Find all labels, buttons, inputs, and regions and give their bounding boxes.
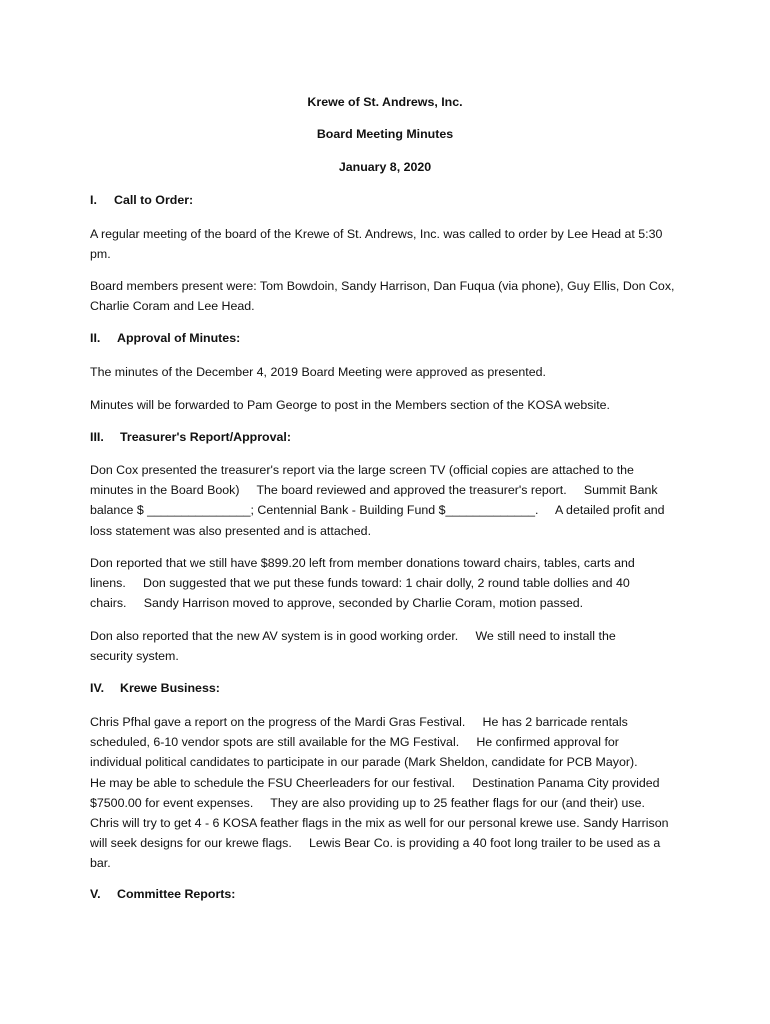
text-line: individual political candidates to participate in our parade (Mark Sheldon, candidate for PCB Mayor). xyxy=(90,755,638,770)
text-line: security system. xyxy=(90,649,179,664)
section-title: Approval of Minutes: xyxy=(117,331,241,345)
section-number: II. xyxy=(90,331,101,345)
text-line: linens. Don suggested that we put these funds toward: 1 chair dolly, 2 round table dollies and 40 xyxy=(90,576,630,591)
text-line: scheduled, 6-10 vendor spots are still available for the MG Festival. He confirmed approval for xyxy=(90,735,619,750)
text-line: Minutes will be forwarded to Pam George to post in the Members section of the KOSA website. xyxy=(90,398,610,412)
text-line: pm. xyxy=(90,247,111,262)
paragraph-treasurers-report xyxy=(90,460,685,541)
text-line: bar. xyxy=(90,856,111,871)
text-line: Charlie Coram and Lee Head. xyxy=(90,299,255,314)
text-line: Don reported that we still have $899.20 left from member donations toward chairs, tables, carts and xyxy=(90,556,635,570)
paragraph-minutes-approved xyxy=(90,362,685,382)
text-line: balance $ _______________; Centennial Bank - Building Fund $_____________. A detailed profit and xyxy=(90,503,665,518)
org-title: Krewe of St. Andrews, Inc. xyxy=(307,95,463,109)
section-heading-committee-reports xyxy=(90,887,235,901)
section-number: V. xyxy=(90,887,101,901)
section-heading-approval-of-minutes xyxy=(90,331,240,345)
text-line: $7500.00 for event expenses. They are also providing up to 25 feather flags for our (and their) use. xyxy=(90,795,645,810)
text-line: The minutes of the December 4, 2019 Board Meeting were approved as presented. xyxy=(90,365,546,379)
text-line: loss statement was also presented and is attached. xyxy=(90,523,372,538)
section-title: Krewe Business: xyxy=(120,681,220,695)
section-title: Committee Reports: xyxy=(117,887,236,901)
document-title: Board Meeting Minutes xyxy=(316,127,454,141)
text-line: Board members present were: Tom Bowdoin, Sandy Harrison, Dan Fuqua (via phone), Guy Ellis, Don Cox, xyxy=(90,279,675,293)
section-number: IV. xyxy=(90,681,105,695)
text-line: minutes in the Board Book) The board reviewed and approved the treasurer's report. Summit Bank xyxy=(90,483,658,498)
text-line: He may be able to schedule the FSU Cheerleaders for our festival. Destination Panama City provided xyxy=(90,775,660,790)
section-heading-treasurers-report xyxy=(90,430,291,444)
paragraph-minutes-forwarded xyxy=(90,395,685,415)
section-heading-call-to-order xyxy=(90,193,193,207)
section-number: I. xyxy=(90,193,97,207)
section-title: Treasurer's Report/Approval: xyxy=(120,430,291,444)
section-title: Call to Order: xyxy=(114,193,194,207)
text-line: Don Cox presented the treasurer's report via the large screen TV (official copies are attached to the xyxy=(90,463,634,477)
text-line: will seek designs for our krewe flags. Lewis Bear Co. is providing a 40 foot long trailer to be used as a xyxy=(90,836,661,851)
paragraph-av-system xyxy=(90,626,685,666)
paragraph-call-to-order xyxy=(90,224,685,264)
text-line: Chris Pfhal gave a report on the progress of the Mardi Gras Festival. He has 2 barricade rentals xyxy=(90,715,628,729)
section-number: III. xyxy=(90,430,104,444)
paragraph-krewe-business xyxy=(90,712,685,874)
text-line: A regular meeting of the board of the Krewe of St. Andrews, Inc. was called to order by Lee Head at 5:30 xyxy=(90,227,663,241)
text-line: chairs. Sandy Harrison moved to approve, seconded by Charlie Coram, motion passed. xyxy=(90,596,584,611)
meeting-date: January 8, 2020 xyxy=(338,160,432,174)
paragraph-members-present xyxy=(90,276,685,316)
text-line: Don also reported that the new AV system is in good working order. We still need to install the xyxy=(90,629,616,643)
text-line: Chris will try to get 4 - 6 KOSA feather flags in the mix as well for our personal krewe use. Sandy Harrison xyxy=(90,816,669,831)
section-heading-krewe-business xyxy=(90,681,220,695)
paragraph-member-donations xyxy=(90,553,685,614)
